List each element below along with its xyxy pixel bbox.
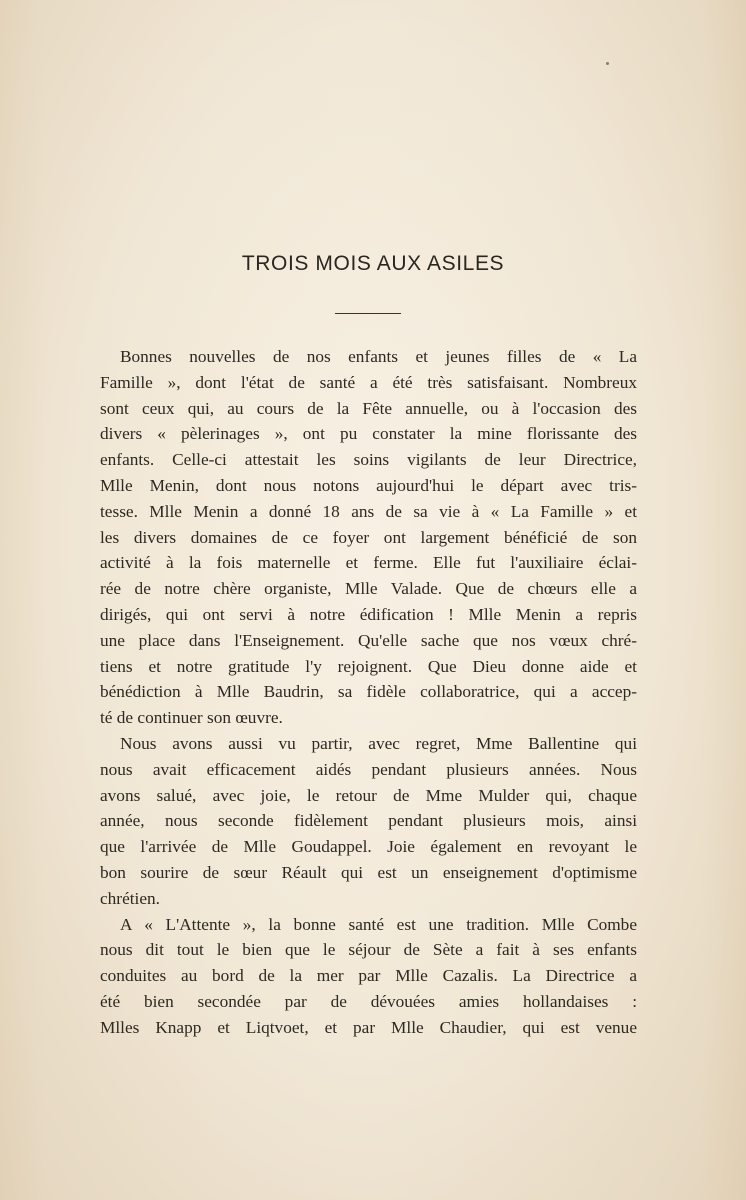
text-line: divers « pèlerinages », ont pu constater la mine florissante des [100,424,637,444]
text-line: tiens et notre gratitude l'y rejoignent. Que Dieu donne aide et [100,656,637,676]
text-line: nous dit tout le bien que le séjour de Sète a fait à ses enfants [100,940,637,960]
article-body [100,344,637,1041]
text-line: Bonnes nouvelles de nos enfants et jeunes filles de « La [120,347,637,366]
paper-speck [606,62,609,65]
text-line: Nous avons aussi vu partir, avec regret, Mme Ballentine qui [120,733,637,753]
text-line: bénédiction à Mlle Baudrin, sa fidèle collaboratrice, qui a accep- [100,682,637,702]
paragraph-l-attente [100,912,637,1041]
text-line: sont ceux qui, au cours de la Fête annuelle, ou à l'occasion des [100,398,637,418]
text-line: été bien secondée par de dévouées amies hollandaises : [100,991,637,1011]
text-line: les divers domaines de ce foyer ont largement bénéficié de son [100,527,637,547]
text-line: chrétien. [100,888,160,908]
text-line: tesse. Mlle Menin a donné 18 ans de sa vie à « La Famille » et [100,501,637,521]
text-line: avons salué, avec joie, le retour de Mme Mulder qui, chaque [100,785,637,805]
text-line: enfants. Celle-ci attestait les soins vigilants de leur Directrice, [100,450,637,470]
page-title: TROIS MOIS AUX ASILES [241,252,505,275]
text-line: té de continuer son œuvre. [100,708,283,728]
text-line: A « L'Attente », la bonne santé est une tradition. Mlle Combe [120,914,637,934]
text-line: année, nous seconde fidèlement pendant plusieurs mois, ainsi [100,811,637,831]
title-divider [335,313,401,314]
text-line: conduites au bord de la mer par Mlle Cazalis. La Directrice a [100,966,637,986]
text-line: activité à la fois maternelle et ferme. Elle fut l'auxiliaire éclai- [100,553,637,573]
text-line: Mlle Menin, dont nous notons aujourd'hui le départ avec tris- [100,475,637,495]
paragraph-la-famille [100,344,637,731]
text-line: Mlles Knapp et Liqtvoet, et par Mlle Chaudier, qui est venue [100,1017,637,1037]
text-line: bon sourire de sœur Réault qui est un enseignement d'optimisme [100,862,637,882]
paragraph-departures [100,731,637,912]
text-line: rée de notre chère organiste, Mlle Valade. Que de chœurs elle a [100,579,637,599]
text-line: dirigés, qui ont servi à notre édification ! Mlle Menin a repris [100,604,637,624]
text-line: que l'arrivée de Mlle Goudappel. Joie également en revoyant le [100,837,637,857]
text-line: une place dans l'Enseignement. Qu'elle sache que nos vœux chré- [100,630,637,650]
text-line: nous avait efficacement aidés pendant plusieurs années. Nous [100,759,637,779]
text-line: Famille », dont l'état de santé a été très satisfaisant. Nombreux [100,372,637,392]
